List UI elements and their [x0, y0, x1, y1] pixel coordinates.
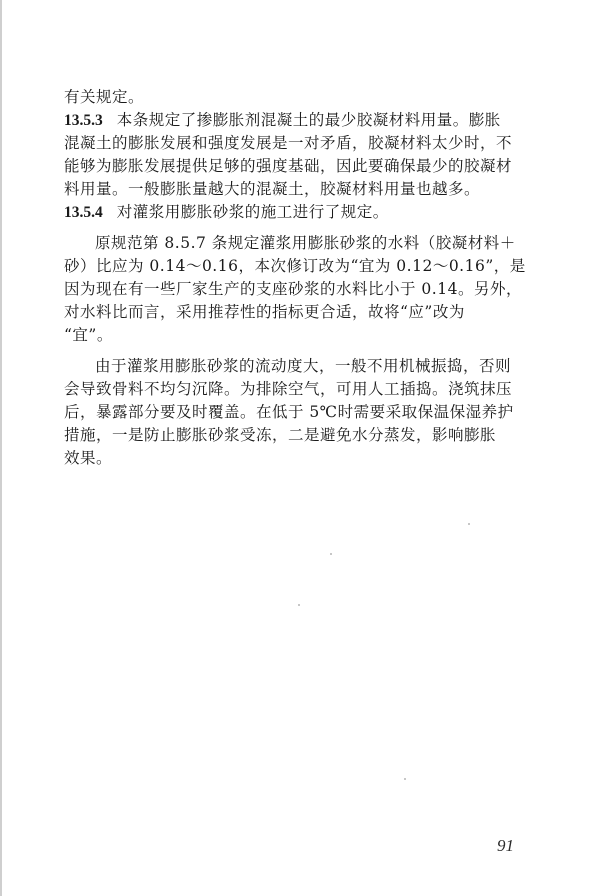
section-13-5-3: [64, 109, 534, 201]
section-13-5-4-heading: [64, 201, 534, 224]
body-text-line: 因为现在有一些厂家生产的支座砂浆的水料比小于 0.14。另外，: [64, 280, 522, 298]
document-page: [64, 86, 534, 470]
page-number: 91: [497, 836, 514, 855]
section-number: 13.5.3: [64, 112, 103, 129]
body-text-line: 料用量。一般膨胀量越大的混凝土，胶凝材料用量也越多。: [64, 180, 481, 198]
page-scan-edge: [0, 0, 2, 896]
section-13-5-3-first-line: [64, 109, 534, 132]
scan-speck: [298, 604, 300, 606]
body-text-line: 效果。: [64, 449, 113, 467]
scan-speck: [404, 778, 406, 780]
body-text-line: “宜”。: [64, 326, 113, 344]
section-title: 对灌浆用膨胀砂浆的施工进行了规定。: [116, 203, 389, 221]
body-text-line: 原规范第 8.5.7 条规定灌浆用膨胀砂浆的水料（胶凝材料＋: [95, 234, 516, 252]
body-text-line: 由于灌浆用膨胀砂浆的流动度大，一般不用机械振捣，否则: [95, 357, 512, 375]
body-text-line: 措施，一是防止膨胀砂浆受冻，二是避免水分蒸发，影响膨胀: [64, 426, 497, 444]
section-13-5-4: [64, 201, 534, 224]
body-text-line: 会导致骨料不均匀沉降。为排除空气，可用人工插捣。浇筑抹压: [64, 380, 513, 398]
paragraph-construction: [64, 355, 534, 470]
scan-speck: [468, 523, 470, 525]
scan-speck: [330, 553, 332, 555]
body-text-line: 能够为膨胀发展提供足够的强度基础，因此要确保最少的胶凝材: [64, 157, 513, 175]
body-text-line: 本条规定了掺膨胀剂混凝土的最少胶凝材料用量。膨胀: [116, 111, 501, 129]
body-text-line: 后，暴露部分要及时覆盖。在低于 5℃时需要采取保温保湿养护: [64, 403, 514, 421]
body-text-line: 对水料比而言，采用推荐性的指标更合适，故将“应”改为: [64, 303, 465, 321]
section-number: 13.5.4: [64, 204, 103, 221]
body-text-line: 砂）比应为 0.14～0.16，本次修订改为“宜为 0.12～0.16”，是: [64, 257, 526, 275]
body-text-line: 混凝土的膨胀发展和强度发展是一对矛盾，胶凝材料太少时，不: [64, 134, 513, 152]
paragraph-mix-ratio: [64, 232, 534, 347]
continuation-line: 有关规定。: [64, 88, 145, 106]
